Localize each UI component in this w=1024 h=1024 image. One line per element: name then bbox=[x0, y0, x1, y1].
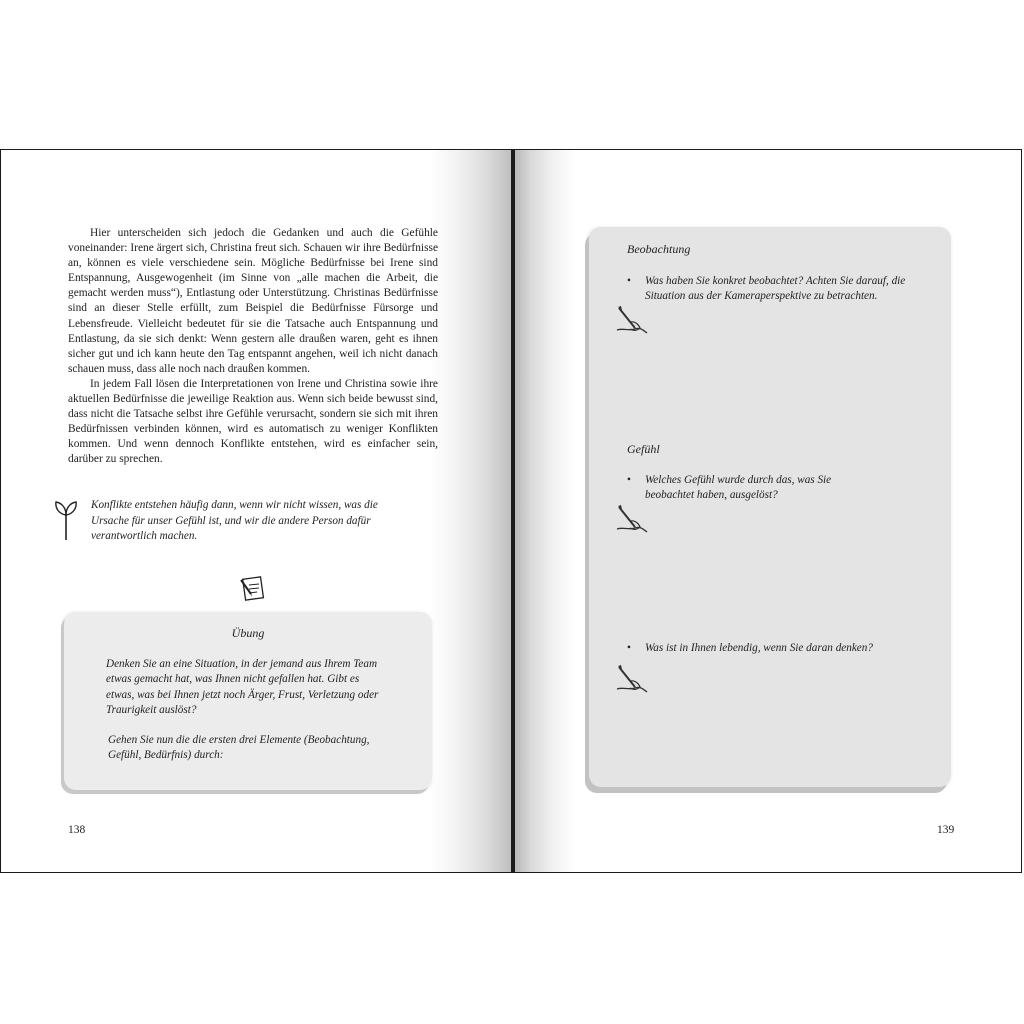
section-title-beobachtung: Beobachtung bbox=[627, 242, 691, 256]
right-page bbox=[515, 150, 1021, 872]
bullet-marker: • bbox=[627, 275, 631, 287]
book-spread bbox=[0, 149, 1022, 873]
sprout-icon bbox=[53, 500, 79, 542]
bullet-marker: • bbox=[627, 642, 631, 654]
left-page bbox=[1, 150, 512, 872]
page-number-right: 139 bbox=[937, 824, 955, 836]
question-gefuehl bbox=[627, 473, 837, 504]
paragraph-1: Hier unterscheiden sich jedoch die Gedanken und auch die Gefühle voneinander: Irene ärgert sich, Christina freut sich. Schauen wir ihre Bedürfnisse an, können es viele verschiedene sein. Mögliche Bedürfnisse bei Irene sind Entspannung, Ausgewogenheit (im Sinne von „alle machen die Arbeit, die gemacht werden muss“), Entlastung oder Unterstützung. Christinas Bedürfnisse sind an dieser Stelle erfüllt, zum Beispiel die Bedürfnisse Fürsorge und Lebensfreude. Vielleicht bedeutet für sie die Tatsache auch Entspannung und Entlastung, da sie sich denkt: Wenn gestern alle draußen waren, geht es ihnen sicher gut und ich kann heute den Tag entspannt angehen, weil ich nicht danach schauen muss, dass alle noch nach draußen kommen. bbox=[68, 227, 438, 375]
section-title-gefuehl: Gefühl bbox=[627, 442, 660, 456]
question-text: Welches Gefühl wurde durch das, was Sie beobachtet haben, ausgelöst? bbox=[645, 474, 832, 502]
exercise-title: Übung bbox=[231, 626, 265, 640]
page-number-left: 138 bbox=[68, 824, 86, 836]
worksheet-box bbox=[589, 227, 951, 787]
tip-text: Konflikte entstehen häufig dann, wenn wir nicht wissen, was die Ursache für unser Gefühl ist, und wir die andere Person dafür verantwortlich machen. bbox=[91, 499, 378, 542]
question-lebendig bbox=[627, 641, 927, 656]
writing-hand-icon bbox=[613, 503, 651, 539]
writing-hand-icon bbox=[613, 304, 651, 340]
bullet-marker: • bbox=[627, 474, 631, 486]
exercise-instruction: Gehen Sie nun die die ersten drei Elemente (Beobachtung, Gefühl, Bedürfnis) durch: bbox=[108, 734, 370, 762]
note-icon bbox=[239, 574, 267, 602]
body-text bbox=[68, 226, 438, 468]
paragraph-2: In jedem Fall lösen die Interpretationen von Irene und Christina sowie ihre aktuellen Bedürfnisse die jeweilige Reaktion aus. Wenn sich beide bewusst sind, dass nicht die Tatsache selbst ihre Gefühle verursacht, sondern sie sich mit ihren Bedürfnissen verbinden können, wird es automatisch zu weniger Konflikten kommen. Und wenn dennoch Konflikte entstehen, wird es einfacher sein, darüber zu sprechen. bbox=[68, 377, 438, 466]
question-beobachtung bbox=[627, 274, 927, 305]
writing-hand-icon bbox=[613, 663, 651, 699]
question-text: Was haben Sie konkret beobachtet? Achten Sie darauf, die Situation aus der Kameraperspektive zu betrachten. bbox=[645, 275, 906, 303]
exercise-text: Denken Sie an eine Situation, in der jemand aus Ihrem Team etwas gemacht hat, was Ihnen nicht gefallen hat. Gibt es etwas, was bei Ihnen jetzt noch Ärger, Frust, Verletzung oder Traurigkeit auslöst? bbox=[106, 658, 379, 716]
exercise-box bbox=[64, 612, 432, 790]
question-text: Was ist in Ihnen lebendig, wenn Sie daran denken? bbox=[645, 642, 873, 654]
